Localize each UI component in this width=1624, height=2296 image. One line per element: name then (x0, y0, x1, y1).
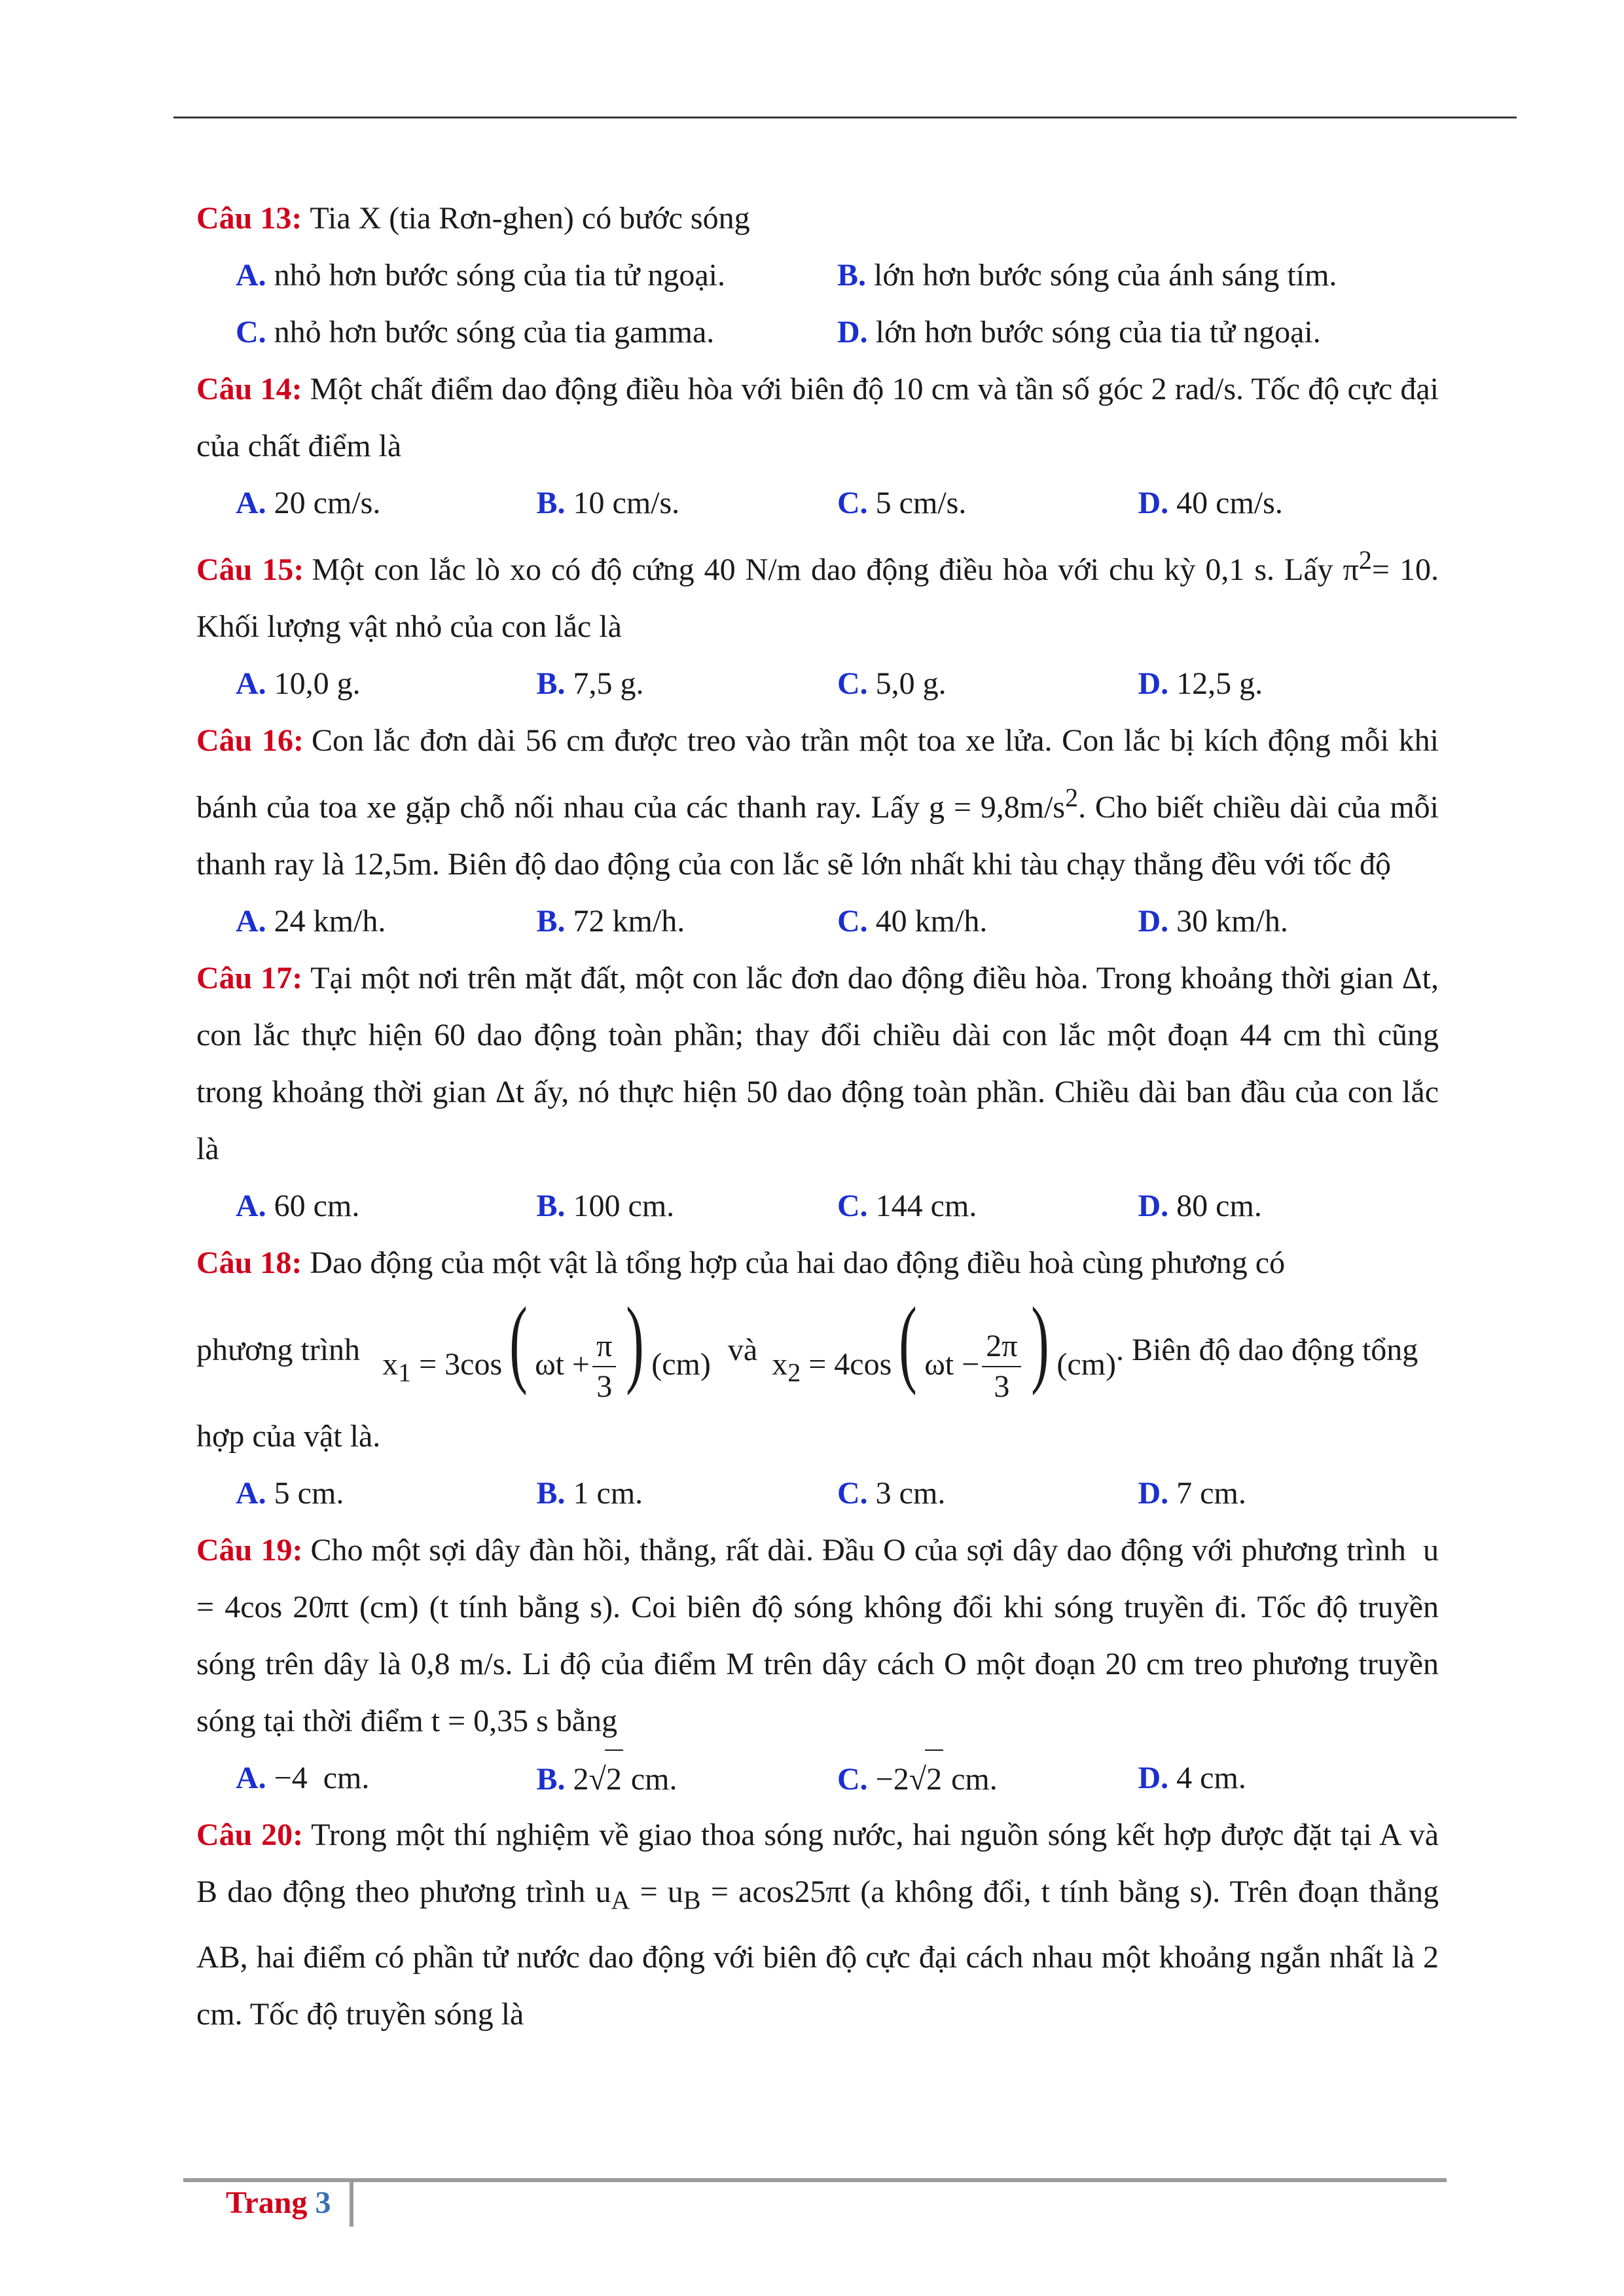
option-c: C. 3 cm. (837, 1476, 946, 1511)
option-b: B. 7,5 g. (536, 666, 644, 701)
question-label: Câu 17: (196, 961, 303, 996)
options-row (196, 893, 1439, 950)
option-b: B. 100 cm. (536, 1189, 675, 1223)
option-d: D. lớn hơn bước sóng của tia tử ngoại. (837, 315, 1321, 350)
header-rule (173, 117, 1517, 118)
question-label: Câu 18: (196, 1246, 302, 1280)
option-a: A. 60 cm. (236, 1189, 360, 1223)
question-label: Câu 13: (196, 201, 302, 236)
page-number: Trang 3 (226, 2185, 331, 2220)
option-a: A. 24 km/h. (236, 904, 386, 939)
option-b: B. 10 cm/s. (536, 486, 680, 520)
option-c: C. 40 km/h. (837, 904, 988, 939)
option-d: D. 7 cm. (1138, 1476, 1246, 1511)
option-d: D. 12,5 g. (1138, 666, 1263, 701)
option-d: D. 80 cm. (1138, 1189, 1262, 1223)
equation-x2: $x_2 = 4\cos$( ωt − $\frac{2\pi}{3}$ ) (cm) (772, 1293, 1116, 1407)
option-c: C. 144 cm. (837, 1189, 977, 1223)
question-text: Một con lắc lò xo có độ cứng 40 N/m dao động điều hòa với chu kỳ 0,1 s. Lấy π (312, 552, 1359, 587)
footer-divider (350, 2182, 353, 2227)
question-text: Dao động của một vật là tổng hợp của hai dao động điều hoà cùng phương có (310, 1246, 1286, 1280)
options-row (196, 247, 1439, 304)
question-text: Tia X (tia Rơn-ghen) có bước sóng (310, 201, 750, 236)
option-c: C. 5 cm/s. (837, 486, 967, 520)
question-14 (196, 361, 1439, 475)
question-text-continued: hợp của vật là. (196, 1419, 381, 1454)
sqrt-symbol: √ (909, 1762, 927, 1797)
question-16: Câu 16: Con lắc đơn dài 56 cm được treo vào trần một toa xe lửa. Con lắc bị kích động mỗi khi bánh của toa xe gặp chỗ nối nhau của các thanh ray. Lấy $g = 9,8m/s^2$. Cho biết chiều dài của mỗi thanh ray là 12,5m. Biên độ dao động của con lắc sẽ lớn nhất khi tàu chạy thẳng đều với tốc độ (196, 723, 1439, 882)
question-label: Câu 15: (196, 552, 304, 587)
question-label: Câu 16: (196, 723, 304, 758)
question-17 (196, 950, 1439, 1177)
option-c: C. 5,0 g. (837, 666, 947, 701)
option-c: C. nhỏ hơn bước sóng của tia gamma. (236, 315, 715, 350)
question-20: Câu 20: Trong một thí nghiệm về giao thoa sóng nước, hai nguồn sóng kết hợp được đặt tại A và B dao động theo phương trình $u_A = u_B = acos25\pi t$ (a không đổi, t tính bằng s). Trên đoạn thẳng AB, hai điểm có phần tử nước dao động với biên độ cực đại cách nhau một khoảng ngắn nhất là 2 cm. Tốc độ truyền sóng là (196, 1818, 1439, 2032)
option-d: D. 40 cm/s. (1138, 486, 1283, 520)
question-text: Một chất điểm dao động điều hòa với biên độ 10 cm và tần số góc 2 rad/s. Tốc độ cực đại của chất điểm là (196, 372, 1439, 463)
fraction: $\frac{2\pi}{3}$ (982, 1327, 1021, 1407)
option-b: B. lớn hơn bước sóng của ánh sáng tím. (837, 258, 1337, 293)
options-row (196, 1177, 1439, 1234)
options-row (196, 1749, 1439, 1806)
option-c: C. −2√2 cm. (837, 1749, 1138, 1806)
option-a: A. −4 cm. (236, 1761, 370, 1795)
exam-content (196, 190, 1439, 2043)
option-b: B. 72 km/h. (536, 904, 685, 939)
question-text: Cho một sợi dây đàn hồi, thẳng, rất dài. Đầu O của sợi dây dao động với phương trình (310, 1533, 1406, 1568)
question-text: Tại một nơi trên mặt đất, một con lắc đơn dao động điều hòa. Trong khoảng thời gian Δt, con lắc thực hiện 60 dao động toàn phần; thay đổi chiều dài con lắc một đoạn 44 cm thì cũng trong khoảng thời gian Δt ấy, nó thực hiện 50 dao động toàn phần. Chiều dài ban đầu của con lắc là (196, 961, 1439, 1166)
question-15: Câu 15: Một con lắc lò xo có độ cứng 40 N/m dao động điều hòa với chu kỳ 0,1 s. Lấy $\pi^2= 10$. Khối lượng vật nhỏ của con lắc là (196, 545, 1439, 644)
equation-u: u = 4cos 20πt (196, 1533, 1439, 1624)
option-b: B. 1 cm. (536, 1476, 643, 1511)
options-row (196, 655, 1439, 712)
question-label: Câu 14: (196, 372, 302, 406)
sqrt-symbol: √ (588, 1762, 606, 1797)
options-row (196, 1465, 1439, 1522)
question-label: Câu 20: (196, 1818, 304, 1852)
options-row (196, 475, 1439, 531)
question-text: Con lắc đơn dài 56 cm được treo vào trần một toa xe lửa. Con lắc bị kích động mỗi khi bánh của toa xe gặp chỗ nối nhau của các thanh ray. Lấy g = 9,8m/s (196, 723, 1439, 825)
option-a: A. 5 cm. (236, 1476, 344, 1511)
fraction: $\frac{\pi}{3}$ (592, 1327, 616, 1407)
question-19: Câu 19: Cho một sợi dây đàn hồi, thẳng, rất dài. Đầu O của sợi dây dao động với phương trình u = 4cos 20πt (cm) (t tính bằng s). Coi biên độ sóng không đổi khi sóng truyền đi. Tốc độ truyền sóng trên dây là 0,8 m/s. Li độ của điểm M trên dây cách O một đoạn 20 cm treo phương truyền sóng tại thời điểm t = 0,35 s bằng (196, 1533, 1439, 1738)
option-b: B. 2√2 cm. (537, 1749, 838, 1806)
question-13 (196, 190, 1439, 247)
option-a: A. 10,0 g. (236, 666, 361, 701)
equation-x1: $x_1 = 3\cos$( ωt + $\frac{\pi}{3}$ ) (cm) (382, 1293, 711, 1407)
option-d: D. 4 cm. (1138, 1761, 1246, 1795)
options-row (196, 304, 1439, 361)
option-a: A. 20 cm/s. (236, 486, 381, 520)
equation-line: phương trình $x_1 = 3\cos$( ωt + $\frac{\pi}{3}$ ) (cm) và $x_2 = 4\cos$( ωt − $\frac{2\pi}{3}$ ) (cm) . Biên độ dao động tổng (196, 1291, 1439, 1408)
question-18 (196, 1234, 1439, 1291)
footer-rule (183, 2178, 1447, 2182)
option-d: D. 30 km/h. (1138, 904, 1288, 939)
option-a: A. nhỏ hơn bước sóng của tia tử ngoại. (236, 258, 726, 293)
question-text: Trong một thí nghiệm về giao thoa sóng nước, hai nguồn sóng kết hợp được đặt tại A và B dao động theo phương trình u (196, 1818, 1439, 1909)
question-label: Câu 19: (196, 1533, 303, 1568)
